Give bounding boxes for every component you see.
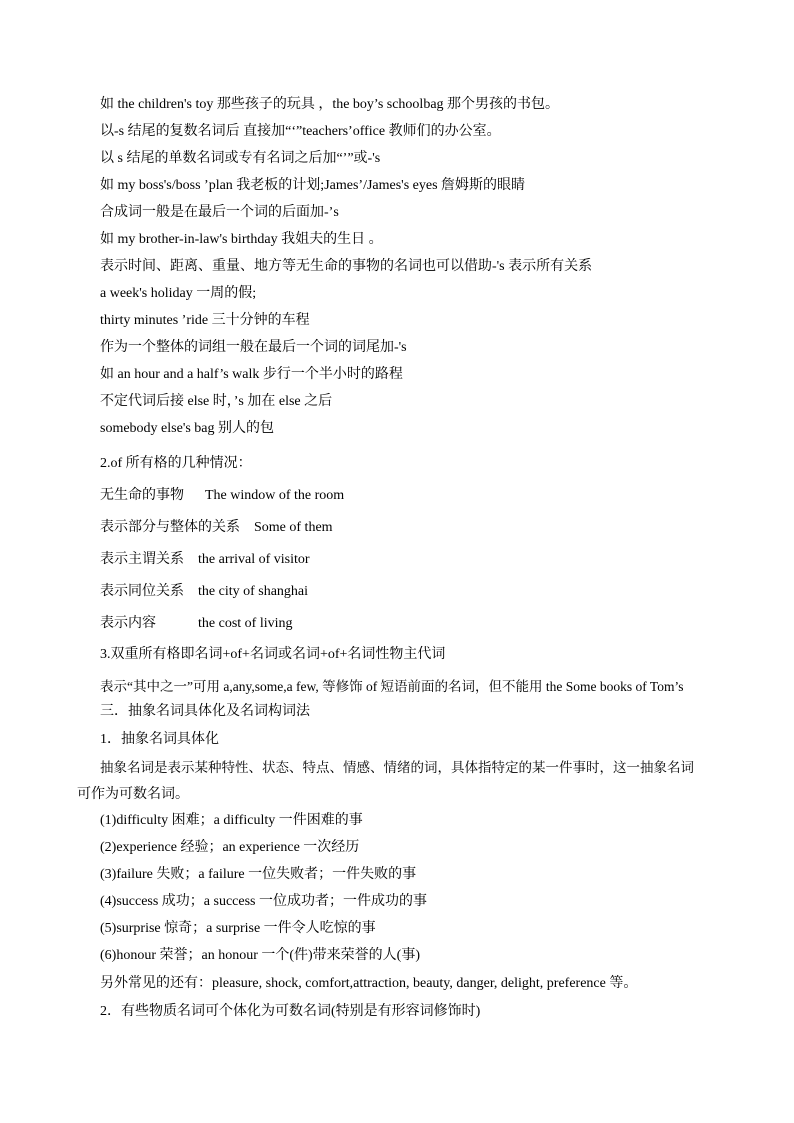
- text-line: 不定代词后接 else 时，’s 加在 else 之后: [100, 394, 333, 409]
- text-line: 作为一个整体的词组一般在最后一个词的词尾加-'s: [100, 340, 407, 355]
- section-heading: 2.of 所有格的几种情况：: [100, 456, 252, 471]
- row-label: 无生命的事物: [100, 488, 184, 503]
- row-example: the city of shanghai: [198, 584, 309, 599]
- subsection-heading: 1．抽象名词具体化: [100, 732, 219, 747]
- text-line: 表示“其中之一”可用 a,any,some,a few, 等修饰 of 短语前面的名词，但不能用 the Some books of Tom’s: [100, 679, 684, 694]
- row-label: 表示部分与整体的关系: [100, 520, 240, 535]
- text-line: 如 my boss's/boss ’plan 我老板的计划;James’/James's eyes 詹姆斯的眼睛: [100, 178, 526, 193]
- subsection-heading: 2．有些物质名词可个体化为可数名词(特别是有形容词修饰时): [100, 1004, 481, 1019]
- row-example: the arrival of visitor: [198, 552, 310, 567]
- row-label: 表示同位关系: [100, 584, 184, 599]
- text-line: 另外常见的还有：pleasure, shock, comfort,attraction, beauty, danger, delight, preference 等。: [100, 976, 638, 991]
- section-heading: 3.双重所有格即名词+of+名词或名词+of+名词性物主代词: [100, 647, 446, 662]
- row-example: the cost of living: [198, 616, 293, 631]
- text-line: 如 an hour and a half’s walk 步行一个半小时的路程: [100, 367, 403, 382]
- row-example: The window of the room: [205, 488, 345, 503]
- list-item: (6)honour 荣誉；an honour 一个(件)带来荣誉的人(事): [100, 948, 421, 963]
- text-line: 如 my brother-in-law's birthday 我姐夫的生日 。: [100, 232, 383, 247]
- paragraph-line: 可作为可数名词。: [77, 787, 189, 802]
- list-item: (4)success 成功；a success 一位成功者；一件成功的事: [100, 894, 428, 909]
- list-item: (1)difficulty 困难；a difficulty 一件困难的事: [100, 813, 363, 828]
- text-line: 如 the children's toy 那些孩子的玩具 ，the boy’s schoolbag 那个男孩的书包。: [100, 97, 560, 112]
- list-item: (3)failure 失败；a failure 一位失败者；一件失败的事: [100, 867, 417, 882]
- text-line: 以 s 结尾的单数名词或专有名词之后加“’”或-'s: [100, 151, 381, 166]
- row-label: 表示主谓关系: [100, 552, 184, 567]
- text-line: thirty minutes ’ride 三十分钟的车程: [100, 313, 310, 328]
- row-example: Some of them: [254, 520, 333, 535]
- row-label: 表示内容: [100, 616, 156, 631]
- list-item: (5)surprise 惊奇；a surprise 一件令人吃惊的事: [100, 921, 376, 936]
- text-line: 以-s 结尾的复数名词后 直接加“‘”teachers’office 教师们的办公室。: [100, 124, 501, 139]
- paragraph-line: 抽象名词是表示某种特性、状态、特点、情感、情绪的词，具体指特定的某一件事时，这一抽象名词: [100, 760, 694, 775]
- text-line: somebody else's bag 别人的包: [100, 421, 275, 436]
- section-heading: 三．抽象名词具体化及名词构词法: [100, 704, 310, 719]
- list-item: (2)experience 经验；an experience 一次经历: [100, 840, 360, 855]
- text-line: 合成词一般是在最后一个词的后面加-’s: [100, 205, 339, 220]
- text-line: 表示时间、距离、重量、地方等无生命的事物的名词也可以借助-'s 表示所有关系: [100, 259, 593, 274]
- text-line: a week's holiday 一周的假;: [100, 286, 257, 301]
